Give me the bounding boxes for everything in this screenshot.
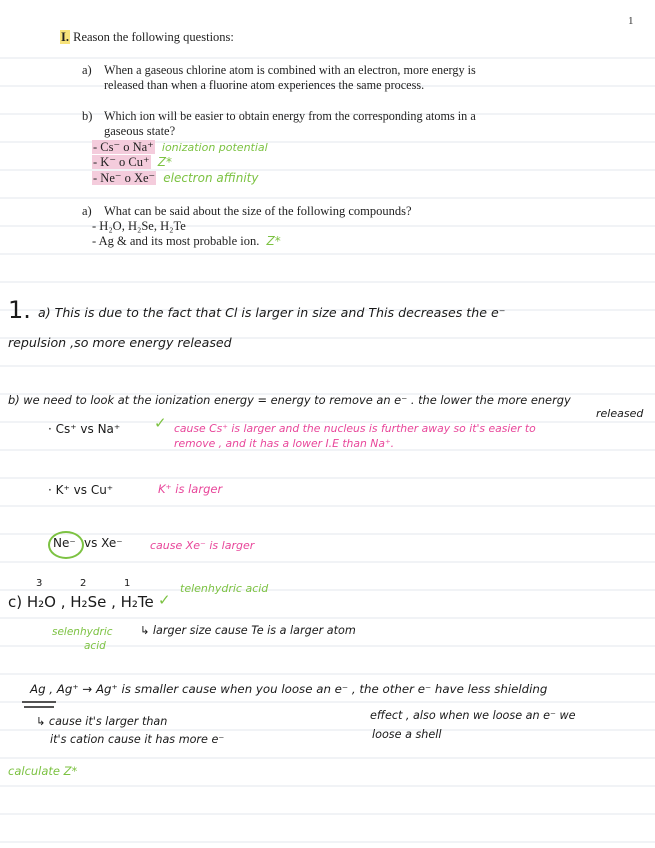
double-underline <box>22 700 58 710</box>
question-heading <box>60 30 234 45</box>
rank-3: 3 <box>36 578 43 589</box>
question-b-line1: Which ion will be easier to obtain energy from the corresponding atoms in a <box>104 109 476 123</box>
option-1-text: - Cs⁻ o Na⁺ <box>93 140 154 154</box>
answer-b-line1: b) we need to look at the ionization energy = energy to remove an e⁻ . the lower the more energy <box>8 393 571 407</box>
note-calculate: calculate Z* <box>8 764 78 778</box>
answer-b-vs-xe: vs Xe⁻ <box>84 536 123 550</box>
answer-a-line2: repulsion ,so more energy released <box>8 335 232 350</box>
question-b-label: b) <box>82 109 93 123</box>
option-2-text: - K⁻ o Cu⁺ <box>93 155 150 169</box>
note-selenhydric-2: acid <box>84 640 106 652</box>
question-a-line2: released than when a fluorine atom experiences the same process. <box>104 78 425 92</box>
option-c2-text: - Ag & and its most probable ion. <box>92 234 260 248</box>
question-a-label: a) <box>82 63 92 77</box>
option-1-note: ionization potential <box>161 141 268 154</box>
option-3-note: electron affinity <box>163 171 259 185</box>
question-b-option-3 <box>92 170 258 186</box>
answer-ag-effect-1: effect , also when we loose an e⁻ we <box>370 709 576 722</box>
question-c-line1: What can be said about the size of the following compounds? <box>104 204 412 218</box>
question-c-label: a) <box>82 204 92 218</box>
question-c-option-2 <box>92 234 281 249</box>
answer-b-released: released <box>596 407 644 420</box>
answer-b-k-reason: K⁺ is larger <box>158 482 223 496</box>
question-c-option-1: - H₂O, H₂Se, H₂Te <box>92 219 186 233</box>
question-b-option-2 <box>92 154 172 170</box>
page-number: 1 <box>628 15 634 27</box>
question-a-line1: When a gaseous chlorine atom is combined with an electron, more energy is <box>104 63 476 77</box>
answer-ag-line: Ag , Ag⁺ → Ag⁺ is smaller cause when you loose an e⁻ , the other e⁻ have less shielding <box>30 682 548 696</box>
option-c2-note: Z* <box>266 234 281 248</box>
answer-b-cs-reason-2: remove , and it has a lower I.E than Na⁺. <box>174 437 395 450</box>
answer-b-cs-reason-1: cause Cs⁺ is larger and the nucleus is further away so it's easier to <box>174 422 536 435</box>
rank-1: 1 <box>124 578 131 589</box>
note-telenhydric: telenhydric acid <box>180 582 269 595</box>
answer-b-cs-vs-na: · Cs⁺ vs Na⁺ <box>48 422 121 436</box>
option-2-note: Z* <box>157 155 172 169</box>
answer-number: 1. <box>8 296 31 324</box>
answer-ag-sub-2: it's cation cause it has more e⁻ <box>50 733 225 746</box>
question-b-line2: gaseous state? <box>104 124 176 138</box>
question-heading-number: I. <box>61 30 69 44</box>
answer-ag-sub-1: ↳ cause it's larger than <box>36 715 168 728</box>
check-mark-icon: ✓ <box>154 414 167 432</box>
option-3-text: - Ne⁻ o Xe⁻ <box>93 171 156 185</box>
answer-b-k-vs-cu: · K⁺ vs Cu⁺ <box>48 483 114 497</box>
question-heading-text: Reason the following questions: <box>73 30 234 44</box>
answer-b-ne-reason: cause Xe⁻ is larger <box>150 539 255 552</box>
answer-b-ne: Ne⁻ <box>53 536 76 550</box>
check-mark-icon-2: ✓ <box>158 591 171 609</box>
note-selenhydric-1: selenhydric <box>52 626 113 638</box>
answer-c-compounds: c) H₂O , H₂Se , H₂Te <box>8 593 154 611</box>
answer-c-reason: ↳ larger size cause Te is a larger atom <box>140 624 356 637</box>
answer-a-line1: a) This is due to the fact that Cl is larger in size and This decreases the e⁻ <box>38 305 506 320</box>
answer-ag-effect-2: loose a shell <box>372 728 442 741</box>
rank-2: 2 <box>80 578 87 589</box>
question-b-option-1 <box>92 139 268 155</box>
